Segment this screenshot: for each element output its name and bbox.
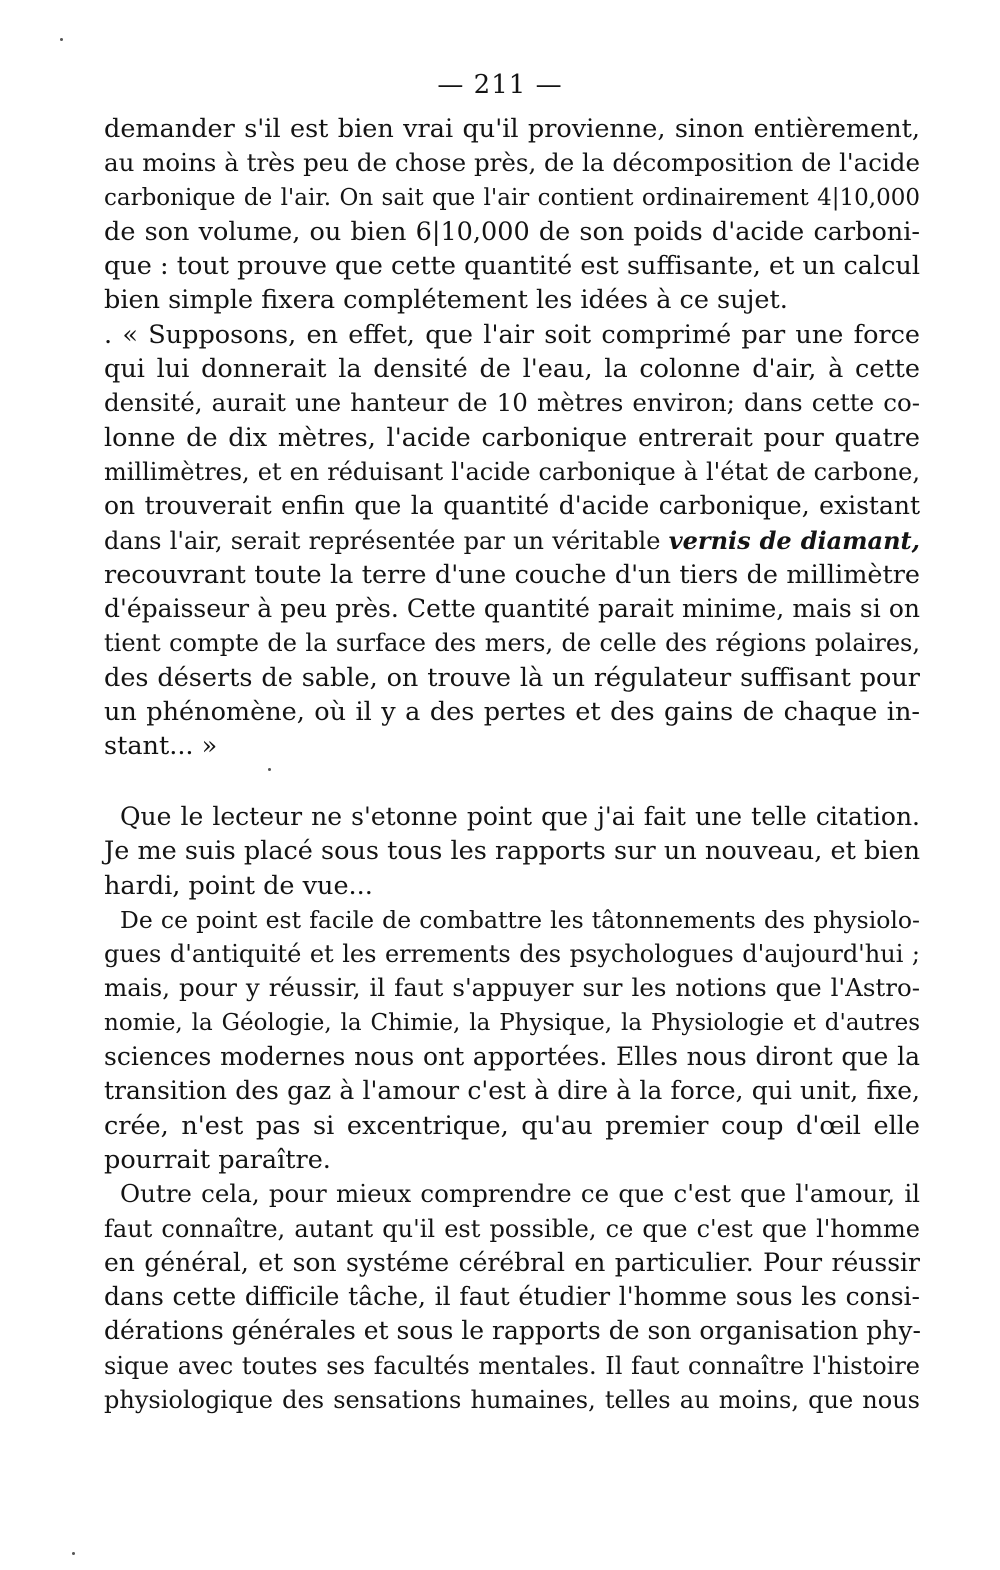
- quoted-passage: [104, 112, 920, 764]
- text-line: stant... »: [104, 731, 218, 762]
- text-line-with-italic: [104, 524, 920, 558]
- text-line: millimètres, et en réduisant l'acide carbonique à l'état de carbone,: [104, 457, 920, 486]
- italic-phrase: vernis de diamant,: [668, 525, 920, 555]
- text-line: Je me suis placé sous tous les rapports sur un nouveau, et bien: [104, 836, 920, 867]
- text-line: hardi, point de vue...: [104, 870, 373, 901]
- text-line: physiologique des sensations humaines, telles au moins, que nous: [104, 1386, 920, 1415]
- text-line: dérations générales et sous le rapports de son organisation phy-: [104, 1316, 921, 1346]
- text-line: . « Supposons, en effet, que l'air soit comprimé par une force: [104, 319, 920, 350]
- text-line: pourrait paraître.: [104, 1144, 331, 1175]
- text-line: demander s'il est bien vrai qu'il provienne, sinon entièrement,: [104, 114, 920, 144]
- text-line: de son volume, ou bien 6|10,000 de son poids d'acide carboni-: [104, 216, 920, 247]
- text-line: lonne de dix mètres, l'acide carbonique entrerait pour quatre: [104, 422, 920, 453]
- text-line: bien simple fixera complétement les idées à ce sujet.: [104, 285, 788, 316]
- text-line: sique avec toutes ses facultés mentales. Il faut connaître l'histoire: [104, 1351, 920, 1380]
- body-text: [104, 800, 920, 1417]
- text-line-start: dans l'air, serait représentée par un véritable: [104, 526, 661, 555]
- page-number: — 211 —: [437, 70, 563, 100]
- text-line: carbonique de l'air. On sait que l'air contient ordinairement 4|10,000: [104, 184, 920, 211]
- text-line: au moins à très peu de chose près, de la décomposition de l'acide: [104, 148, 920, 178]
- text-line: gues d'antiquité et les errements des psychologues d'aujourd'hui ;: [104, 940, 920, 969]
- text-line: Outre cela, pour mieux comprendre ce que c'est que l'amour, il: [120, 1179, 920, 1209]
- text-line: un phénomène, où il y a des pertes et des gains de chaque in-: [104, 697, 920, 728]
- text-line: sciences modernes nous ont apportées. Elles nous diront que la: [104, 1042, 920, 1072]
- text-line: tient compte de la surface des mers, de celle des régions polaires,: [104, 629, 920, 658]
- scan-speck: [268, 768, 271, 771]
- text-line: transition des gaz à l'amour c'est à dire à la force, qui unit, fixe,: [104, 1076, 920, 1106]
- text-line: mais, pour y réussir, il faut s'appuyer sur les notions que l'Astro-: [104, 973, 920, 1003]
- text-line: densité, aurait une hanteur de 10 mètres environ; dans cette co-: [104, 388, 920, 418]
- text-line: en général, et son systéme cérébral en particulier. Pour réussir: [104, 1247, 920, 1277]
- text-line: on trouverait enfin que la quantité d'acide carbonique, existant: [104, 491, 920, 521]
- text-line: qui lui donnerait la densité de l'eau, la colonne d'air, à cette: [104, 354, 920, 385]
- text-line: des déserts de sable, on trouve là un régulateur suffisant pour: [104, 662, 920, 693]
- scan-speck: [60, 38, 63, 41]
- text-line: nomie, la Géologie, la Chimie, la Physique, la Physiologie et d'autres: [104, 1009, 920, 1036]
- text-line: crée, n'est pas si excentrique, qu'au premier coup d'œil elle: [104, 1110, 920, 1141]
- text-line: Que le lecteur ne s'etonne point que j'ai fait une telle citation.: [120, 802, 920, 831]
- text-line: recouvrant toute la terre d'une couche d'un tiers de millimètre: [104, 559, 920, 590]
- text-line: dans cette difficile tâche, il faut étudier l'homme sous les consi-: [104, 1282, 920, 1312]
- text-line: d'épaisseur à peu près. Cette quantité parait minime, mais si on: [104, 594, 920, 624]
- text-line: faut connaître, autant qu'il est possible, ce que c'est que l'homme: [104, 1214, 920, 1243]
- text-line: que : tout prouve que cette quantité est suffisante, et un calcul: [104, 251, 920, 282]
- scan-speck: [72, 1552, 75, 1555]
- text-line: De ce point est facile de combattre les tâtonnements des physiolo-: [120, 905, 920, 934]
